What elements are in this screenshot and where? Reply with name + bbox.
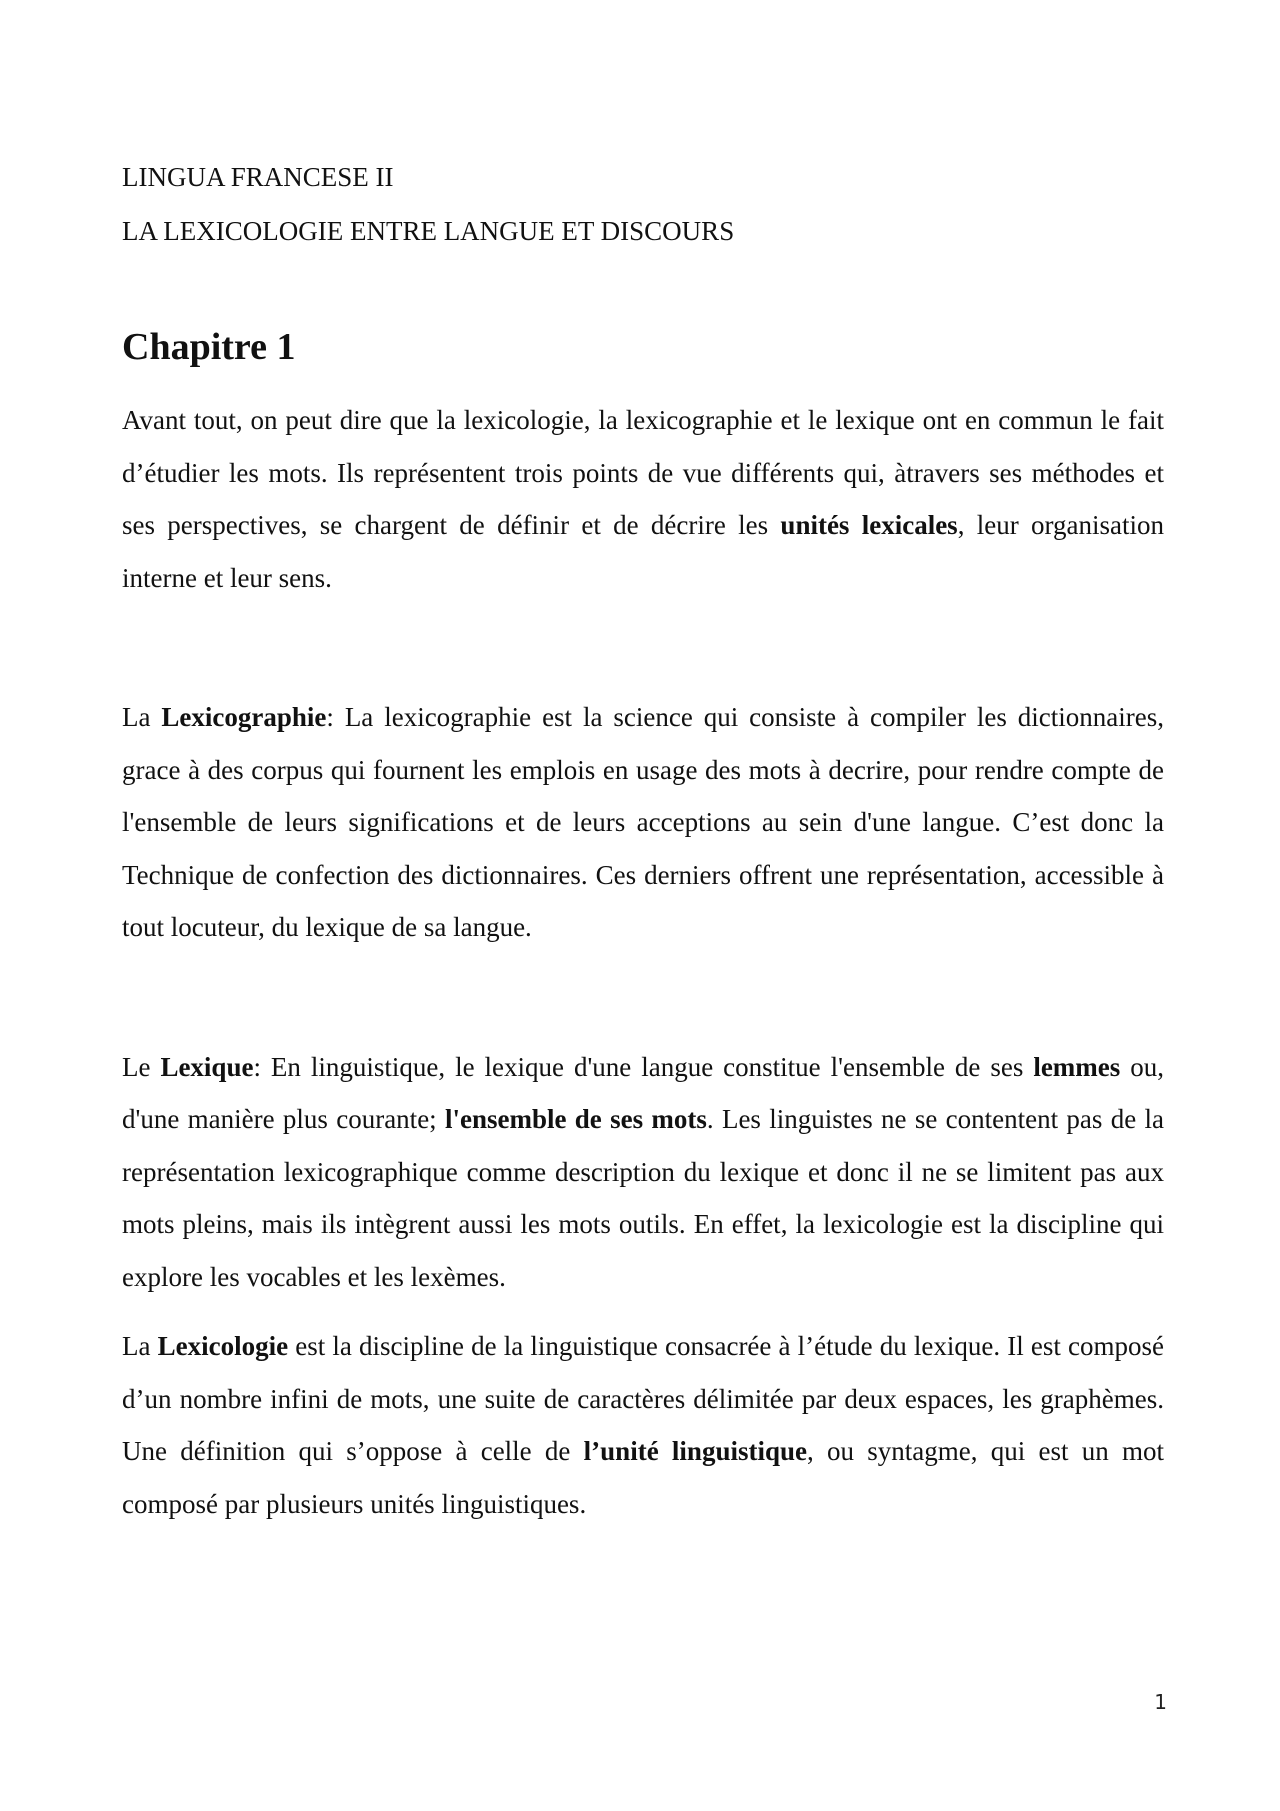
page-number: 1 bbox=[1154, 1690, 1167, 1714]
term-lexicologie: Lexicologie bbox=[157, 1331, 289, 1361]
lexicologie-text-a: La bbox=[122, 1331, 158, 1361]
term-lemmes: lemmes bbox=[1033, 1051, 1121, 1082]
intro-text-a: Avant tout, on peut dire que la lexicologie, la lexicographie et le lexique ont en commun le fait d’étudier les mots. Ils représentent trois points de vue différents qui, àtravers ses méthodes et ses perspectives, se chargent de définir et de décrire les bbox=[122, 405, 1164, 540]
lexicographie-text-b: : La lexicographie est la science qui consiste à compiler les dictionnaires, grace à des corpus qui fournent les emplois en usage des mots à decrire, pour rendre compte de l'ensemble de leurs significations et de leurs acceptions au sein d'une langue. C’est donc la Technique de confection des dictionnaires. Ces derniers offrent une représentation, accessible à tout locuteur, du lexique de sa langue. bbox=[122, 702, 1164, 942]
lexicologie-text-c: , ou syntagme, qui est un mot composé par plusieurs unités linguistiques. bbox=[122, 1436, 1164, 1519]
document-subtitle: LA LEXICOLOGIE ENTRE LANGUE ET DISCOURS bbox=[122, 216, 735, 246]
term-lexique: Lexique bbox=[160, 1051, 254, 1082]
page-content bbox=[122, 150, 1164, 1530]
paragraph-lexique bbox=[122, 1041, 1164, 1304]
paragraph-lexicographie bbox=[122, 691, 1164, 954]
lexique-text-d: . Les linguistes ne se contentent pas de la représentation lexicographique comme description du lexique et donc il ne se limitent pas aux mots pleins, mais ils intègrent aussi les mots outils. En effet, la lexicologie est la discipline qui explore les vocables et les lexèmes. bbox=[122, 1104, 1164, 1292]
chapter-heading: Chapitre 1 bbox=[122, 326, 296, 368]
intro-text-b: , leur organisation interne et leur sens. bbox=[122, 510, 1164, 593]
lexicologie-text-b: est la discipline de la linguistique consacrée à l’étude du lexique. Il est composé d’un nombre infini de mots, une suite de caractères délimitée par deux espaces, les graphèmes. Une définition qui s’oppose à celle de bbox=[122, 1331, 1164, 1466]
term-unite-linguistique: l’unité linguistique bbox=[583, 1436, 807, 1466]
paragraph-intro bbox=[122, 394, 1164, 604]
lexicographie-text-a: La bbox=[122, 702, 162, 732]
paragraph-lexicologie bbox=[122, 1320, 1164, 1530]
intro-term-unites-lexicales: unités lexicales bbox=[780, 510, 958, 540]
term-lexicographie: Lexicographie bbox=[161, 702, 327, 732]
term-ensemble-de-ses-mots: l'ensemble de ses mots bbox=[444, 1104, 707, 1134]
course-title: LINGUA FRANCESE II bbox=[122, 162, 394, 192]
lexique-text-a: Le bbox=[122, 1051, 161, 1082]
lexique-text-b: : En linguistique, le lexique d'une langue constitue l'ensemble de ses bbox=[253, 1051, 1034, 1082]
lexique-text-c: ou, d'une manière plus courante; bbox=[122, 1051, 1164, 1134]
